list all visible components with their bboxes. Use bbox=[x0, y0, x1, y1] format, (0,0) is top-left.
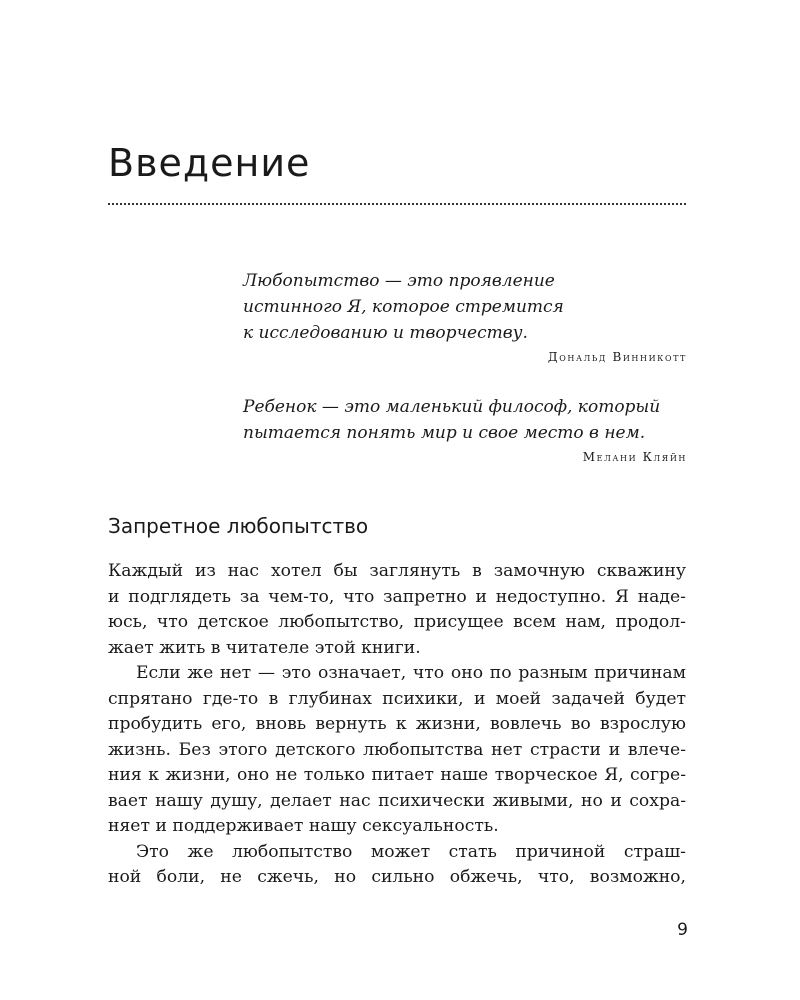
body-line: няет и поддерживает нашу сексуальность. bbox=[108, 816, 499, 836]
epigraph-line: к исследованию и творчеству. bbox=[243, 323, 528, 343]
body-line: вает нашу душу, делает нас психически живыми, но и сохра- bbox=[108, 790, 686, 811]
page-number: 9 bbox=[677, 920, 688, 940]
epigraph-line: Ребенок — это маленький философ, который bbox=[243, 397, 661, 417]
epigraph-line: пытается понять мир и свое место в нем. bbox=[243, 423, 646, 443]
body-line: и подглядеть за чем-то, что запретно и недоступно. Я наде- bbox=[108, 586, 686, 607]
epigraph-line: истинного Я, которое стремится bbox=[243, 297, 564, 317]
epigraph-klein bbox=[243, 394, 687, 468]
body-text bbox=[108, 559, 686, 891]
epigraph-quote bbox=[243, 394, 687, 446]
body-line: ния к жизни, оно не только питает наше творческое Я, согре- bbox=[108, 765, 686, 785]
body-line: Если же нет — это означает, что оно по разным причинам bbox=[136, 663, 686, 683]
epigraph-quote bbox=[243, 268, 687, 346]
epigraph-author: Мелани Кляйн bbox=[582, 450, 687, 464]
body-line: жает жить в читателе этой книги. bbox=[108, 637, 421, 658]
title-divider bbox=[108, 203, 686, 205]
epigraph-author: Дональд Винникотт bbox=[547, 350, 687, 364]
section-heading: Запретное любопытство bbox=[108, 514, 369, 538]
body-line: жизнь. Без этого детского любопытства нет страсти и влече- bbox=[108, 739, 686, 760]
body-line: ной боли, не сжечь, но сильно обжечь, что, возможно, bbox=[108, 867, 686, 887]
body-line: Каждый из нас хотел бы заглянуть в замочную скважину bbox=[108, 561, 686, 581]
chapter-title: Введение bbox=[108, 141, 311, 185]
body-line: Это же любопытство может стать причиной страш- bbox=[136, 841, 686, 862]
body-line: спрятано где-то в глубинах психики, и моей задачей будет bbox=[108, 688, 686, 709]
epigraph-line: Любопытство — это проявление bbox=[243, 271, 555, 291]
epigraph-winnicott bbox=[243, 268, 687, 368]
body-line: юсь, что детское любопытство, присущее всем нам, продол- bbox=[108, 612, 686, 632]
body-line: пробудить его, вновь вернуть к жизни, вовлечь во взрослую bbox=[108, 714, 686, 734]
